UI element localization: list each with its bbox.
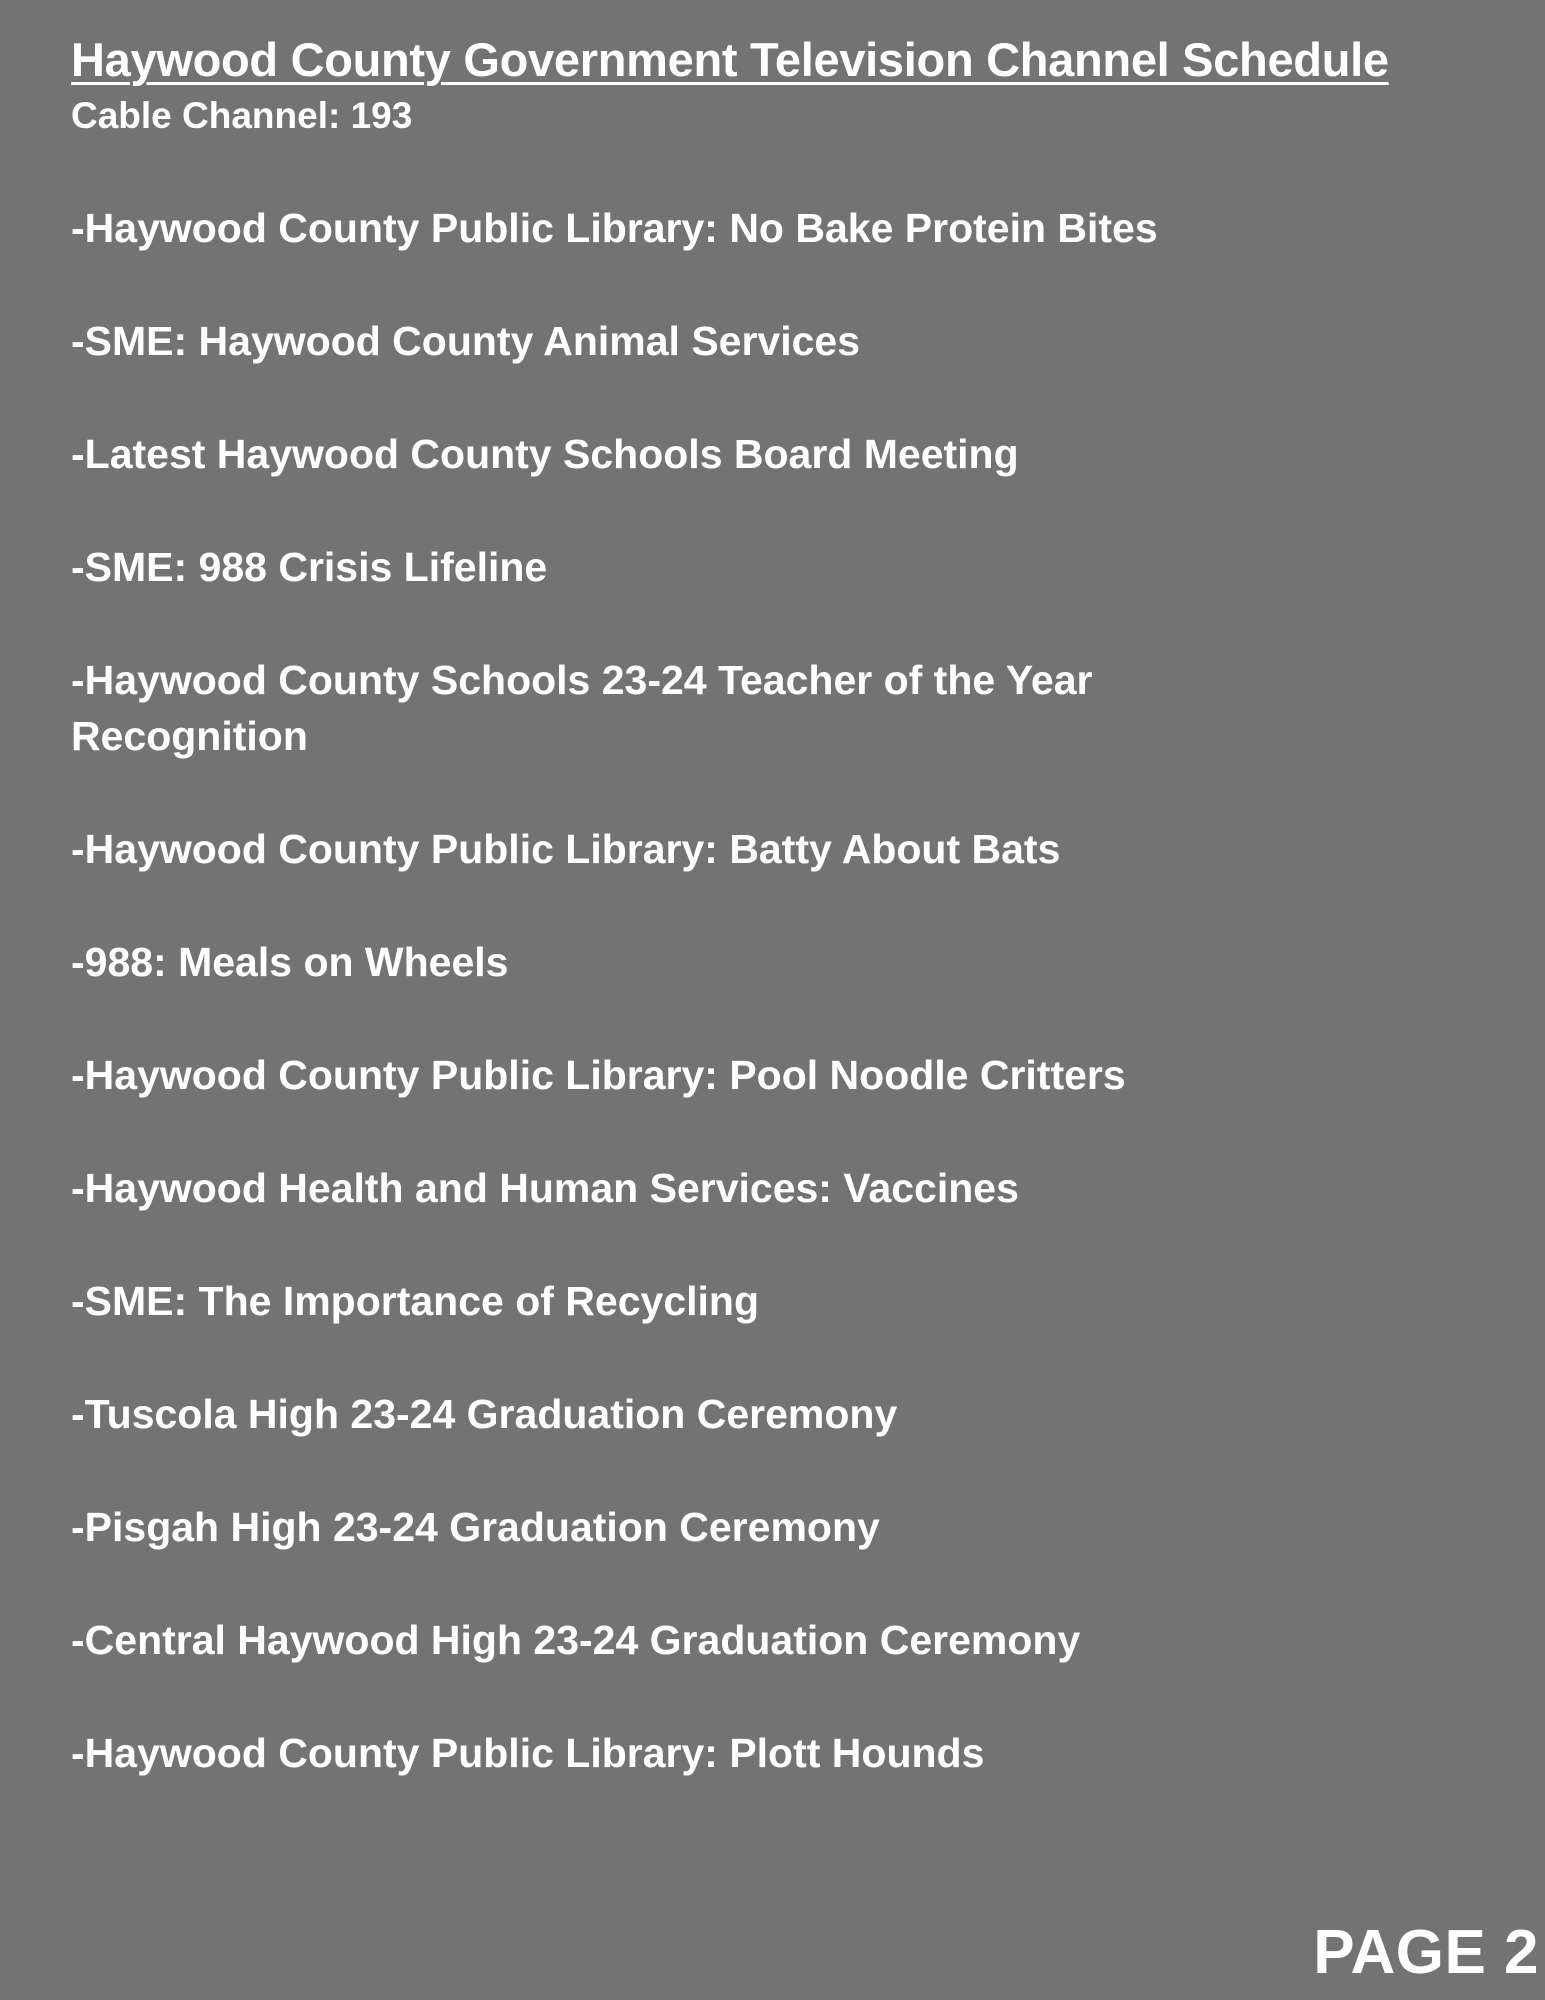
schedule-item: -SME: The Importance of Recycling: [71, 1278, 759, 1324]
schedule-item: -Latest Haywood County Schools Board Meeting: [71, 431, 1019, 477]
schedule-item: -Central Haywood High 23-24 Graduation Ceremony: [71, 1617, 1081, 1663]
schedule-item: -Pisgah High 23-24 Graduation Ceremony: [71, 1504, 880, 1550]
schedule-item: -Haywood County Public Library: Pool Noodle Critters: [71, 1052, 1126, 1098]
schedule-item: -SME: Haywood County Animal Services: [71, 318, 861, 364]
page-title: Haywood County Government Television Channel Schedule: [71, 33, 1389, 86]
schedule-item: -Haywood County Public Library: No Bake Protein Bites: [71, 205, 1158, 251]
schedule-item: -SME: 988 Crisis Lifeline: [71, 544, 548, 590]
schedule-document: [71, 30, 1491, 1781]
schedule-item: -Haywood County Public Library: Plott Hounds: [71, 1730, 985, 1776]
schedule-item: -Haywood County Public Library: Batty About Bats: [71, 826, 1061, 872]
schedule-list: [71, 200, 1491, 1781]
page-number: PAGE 2: [1313, 1918, 1539, 1987]
schedule-item: -Tuscola High 23-24 Graduation Ceremony: [71, 1391, 898, 1437]
schedule-item: -Haywood County Schools 23-24 Teacher of the Year Recognition: [71, 657, 1093, 759]
schedule-item: -Haywood Health and Human Services: Vaccines: [71, 1165, 1019, 1211]
schedule-item: -988: Meals on Wheels: [71, 939, 509, 985]
cable-channel: Cable Channel: 193: [71, 95, 413, 136]
